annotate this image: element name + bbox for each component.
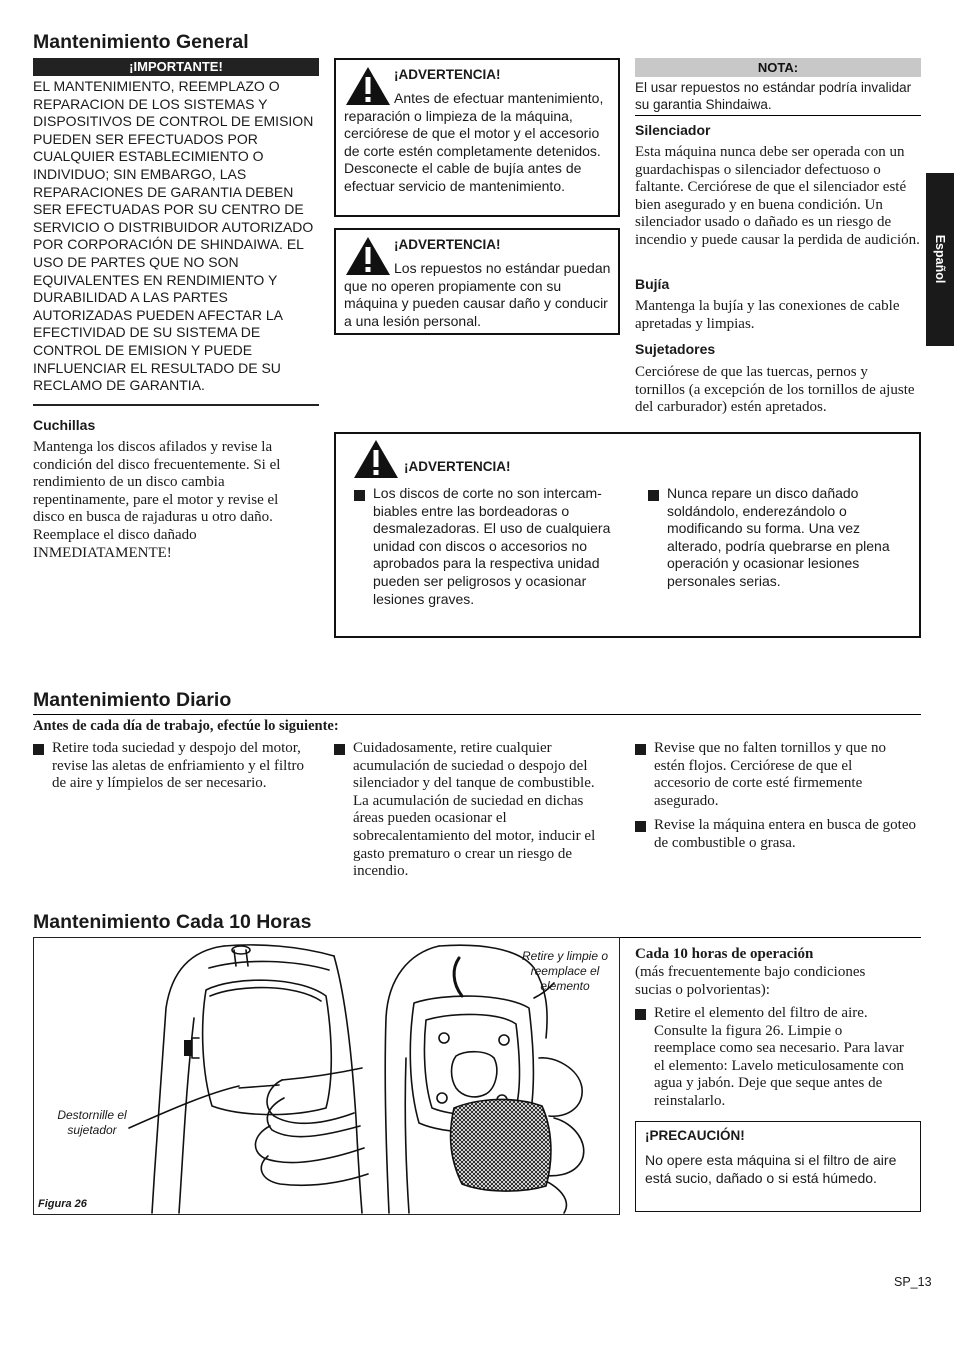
bullet-icon (354, 490, 365, 501)
warning-triangle-icon (353, 439, 399, 479)
warning-item: Los discos de corte no son intercam-biables entre las bordeadoras o desmalezadoras. El uso de cualquiera unidad con discos o accesorios no aprobados para la respectiva unidad pueden ser peligrosos y ocasionar lesiones graves. (373, 485, 611, 607)
figure-26 (33, 937, 620, 1215)
warning-text: Los repuestos no estándar puedan que no operen propiamente con su máquina y pueden causar daño y conducir a una lesión personal. (344, 260, 611, 329)
note-label: NOTA: (635, 58, 921, 77)
daily-item: Retire toda suciedad y despojo del motor, revise las aletas de enfriamiento y el filtro de aire y límpielos de ser necesario. (52, 740, 304, 792)
caution-text: No opere esta máquina si el filtro de aire está sucio, dañado o si está húmedo. (645, 1152, 897, 1186)
section-title-ten-hours: Mantenimiento Cada 10 Horas (33, 911, 312, 933)
blades-text: Mantenga los discos afilados y revise la condición del disco frecuentemente. Si el rendimiento de un disco cambia repentinamente, pare el motor y revise el disco en busca de rajaduras u otro daño. Reemplace el disco dañado INMEDIATAMENTE! (33, 439, 281, 561)
bullet-icon (648, 490, 659, 501)
bullet-icon (635, 744, 646, 755)
bullet-icon (334, 744, 345, 755)
daily-item: Revise la máquina entera en busca de goteo de combustible o grasa. (654, 817, 916, 851)
ten-hours-item: Retire el elemento del filtro de aire. Consulte la figura 26. Limpie o reemplace como sea necesario. Para lavar el elemento: Lavelo meticulosamente con agua y jabón. Deje que seque antes de reinstalarlo. (654, 1005, 904, 1109)
warning-box-maintenance (334, 58, 620, 217)
divider (33, 714, 921, 715)
bullet-icon (635, 1009, 646, 1020)
muffler-heading: Silenciador (635, 122, 711, 138)
spark-plug-heading: Bujía (635, 276, 670, 292)
blades-heading: Cuchillas (33, 417, 96, 433)
daily-intro: Antes de cada día de trabajo, efectúe lo siguiente: (33, 718, 339, 734)
warning-title: ¡ADVERTENCIA! (404, 459, 511, 474)
section-title-general: Mantenimiento General (33, 31, 249, 53)
bullet-icon (33, 744, 44, 755)
page-number: SP_13 (894, 1275, 932, 1289)
fasteners-text: Cerciórese de que las tuercas, pernos y tornillos (a excepción de los tornillos de ajuste del carburador) estén apretados. (635, 364, 915, 416)
ten-hours-intro-bold: Cada 10 horas de operación (635, 946, 814, 962)
language-tab (926, 173, 954, 346)
bullet-icon (635, 821, 646, 832)
divider (635, 115, 921, 116)
divider (33, 404, 319, 406)
warning-item: Nunca repare un disco dañado soldándolo, enderezándolo o modificando su forma. Una vez alterado, podría quebrarse en plena operación y ocasionar lesiones personales serias. (667, 485, 890, 589)
warning-text: Antes de efectuar mantenimiento, reparación o limpieza de la máquina, cerciórese de que el motor y el accesorio de corte estén completamente detenidos. Desconecte el cable de bujía antes de efectuar servicio de mantenimiento. (344, 90, 604, 194)
muffler-text: Esta máquina nunca debe ser operada con un guardachispas o silenciador defectuoso o faltante. Cerciórese de que el silenciador esté bien asegurado y en buena condición. Un silenciador usado o dañado es un riesgo de incendio y puede causar la perdida de audición. (635, 144, 920, 248)
important-text: EL MANTENIMIENTO, REEMPLAZO O REPARACION DE LOS SISTEMAS Y DISPOSITIVOS DE CONTROL DE EMISION PUEDEN SER EFECTUADOS POR CUALQUIER ESTABLECIMIENTO O INDIVIDUO; SIN EMBARGO, LAS REPARACIONES DE GARANTIA DEBEN SER EFECTUADAS POR SU CENTRO DE SERVICIO O DISTRIBUIDOR AUTORIZADO POR CORPORACIÓN DE SHINDAIWA. EL USO DE PARTES QUE NO SON EQUIVALENTES EN RENDIMIENTO Y DURABILIDAD A LAS PARTES AUTORIZADAS PUEDEN AFECTAR LA EFECTIVIDAD DE SU SISTEMA DE CONTROL DE EMISION Y PUEDE INFLUENCIAR EL RESULTADO DE SU RECLAMO DE GARANTIA. (33, 78, 314, 394)
section-title-daily: Mantenimiento Diario (33, 689, 232, 711)
caution-title: ¡PRECAUCIÓN! (645, 1128, 745, 1143)
label-element: Retire y limpie o reemplace el elemento (521, 949, 609, 993)
warning-box-blades (334, 432, 921, 638)
ten-hours-intro: (más frecuentemente bajo condiciones sucias o polvorientas): (635, 964, 866, 998)
label-fastener: Destornille el sujetador (57, 1108, 127, 1137)
figure-caption: Figura 26 (38, 1198, 87, 1210)
important-label: ¡IMPORTANTE! (33, 58, 319, 76)
warning-box-parts (334, 228, 620, 335)
note-text: El usar repuestos no estándar podría invalidar su garantia Shindaiwa. (635, 80, 912, 112)
language-tab-label: Español (933, 234, 947, 284)
warning-title: ¡ADVERTENCIA! (394, 67, 501, 82)
daily-item: Revise que no falten tornillos y que no estén flojos. Cerciórese de que el accesorio de corte esté firmemente asegurado. (654, 740, 887, 809)
spark-plug-text: Mantenga la bujía y las conexiones de cable apretadas y limpias. (635, 298, 900, 332)
daily-item: Cuidadosamente, retire cualquier acumulación de suciedad o despojo del silenciador y del tanque de combustible. La acumulación de suciedad en dichas áreas pueden ocasionar el sobrecalentamiento del motor, inducir el gasto prematuro o crear un riesgo de incendio. (353, 740, 596, 880)
fasteners-heading: Sujetadores (635, 341, 716, 357)
caution-box (635, 1121, 921, 1212)
warning-title: ¡ADVERTENCIA! (394, 237, 501, 252)
